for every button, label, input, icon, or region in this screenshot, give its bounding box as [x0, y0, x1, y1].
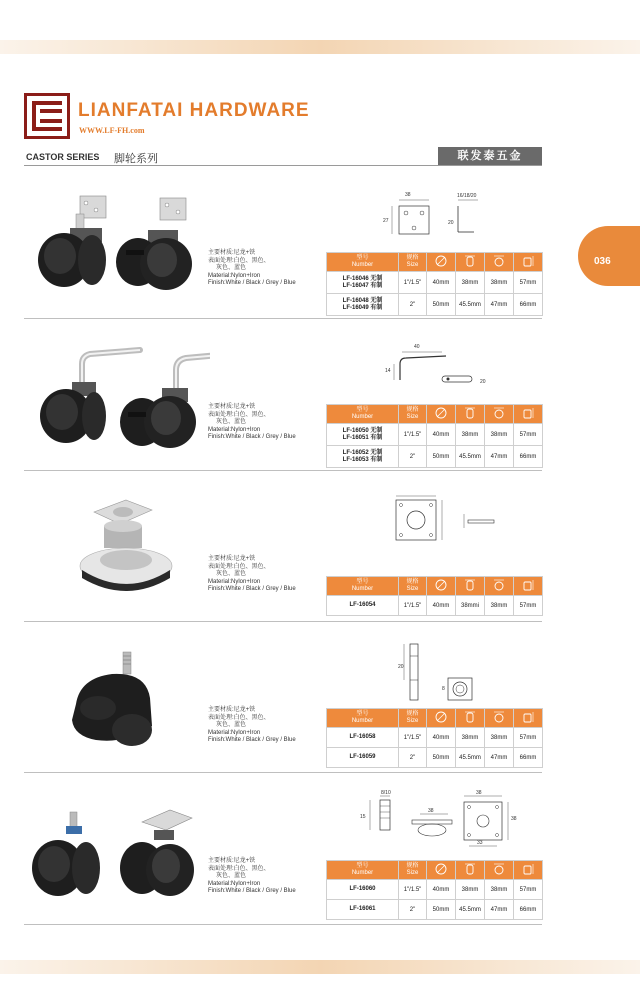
dim-label: 8/10 [381, 790, 391, 796]
table-header-row [327, 405, 543, 424]
wheel-width-icon [456, 577, 485, 596]
table-row: LF-16060 1"/1.5" 40mm 38mm 38mm 57mm [327, 880, 543, 900]
size-cell: 1"/1.5" [399, 596, 427, 616]
header-size: 规格 Size [399, 709, 427, 728]
material-description: 主要材质:尼龙+铁 表面处理:白色、黑色、 灰色、蓝色 Material:Nylon+Iron Finish:White / Black / Grey / Blue [208, 707, 296, 743]
dim-label: 33 [477, 840, 483, 846]
wheel-diameter-icon [427, 577, 456, 596]
section-divider [24, 621, 542, 622]
size-cell: 1"/1.5" [399, 424, 427, 446]
technical-drawing-3 [386, 494, 500, 548]
table-row: LF-16050 无制 LF-16051 有制 1"/1.5" 40mm 38mm 38mm 57mm [327, 424, 543, 446]
material-description: 主要材质:尼龙+铁 表面处理:白色、黑色、 灰色、蓝色 Material:Nylon+Iron Finish:White / Black / Grey / Blue [208, 250, 296, 286]
header-model: 型号 Number [327, 709, 399, 728]
model-cell: LF-16059 [327, 748, 399, 768]
product-image-glide-castor [76, 498, 186, 598]
header-size: 规格 Size [399, 577, 427, 596]
size-cell: 1"/1.5" [399, 880, 427, 900]
size-cell: 2" [399, 294, 427, 316]
header-size: 规格 Size [399, 861, 427, 880]
dim-label: 38 [511, 816, 517, 822]
section-divider [24, 924, 542, 925]
company-logo [24, 93, 70, 139]
spec-table [326, 404, 543, 468]
material-description: 主要材质:尼龙+铁 表面处理:白色、黑色、 灰色、蓝色 Material:Nylon+Iron Finish:White / Black / Grey / Blue [208, 556, 296, 592]
dim-label: 20 [480, 379, 486, 385]
height-icon [514, 253, 543, 272]
product-image-hooded-castor [66, 648, 176, 748]
table-row: LF-16046 无制 LF-16047 有制 1"/1.5" 40mm 38mm 38mm 57mm [327, 272, 543, 294]
dim-label: 16/18/20 [457, 193, 477, 199]
wheel-diameter-icon [427, 709, 456, 728]
header-model: 型号 Number [327, 577, 399, 596]
model-cell: LF-16046 无制 LF-16047 有制 [327, 272, 399, 294]
table-row: LF-16058 1"/1.5" 40mm 38mm 38mm 57mm [327, 728, 543, 748]
size-cell: 1"/1.5" [399, 728, 427, 748]
model-cell: LF-16058 [327, 728, 399, 748]
dim-label: 20 [398, 664, 404, 670]
size-cell: 2" [399, 748, 427, 768]
spec-table [326, 860, 543, 920]
height-icon [514, 577, 543, 596]
section-divider [24, 772, 542, 773]
table-header-row [327, 861, 543, 880]
spec-table [326, 576, 543, 616]
wheel-width-icon [456, 709, 485, 728]
product-image-plate-swivel-castors [30, 190, 205, 305]
wheel-width-icon [456, 405, 485, 424]
table-row: LF-16052 无制 LF-16053 有制 2" 50mm 45.5mm 47mm 66mm [327, 446, 543, 468]
product-image-stem-and-plate-castors [30, 808, 200, 908]
dim-label: 15 [360, 814, 366, 820]
section-divider [24, 470, 542, 471]
model-cell: LF-16052 无制 LF-16053 有制 [327, 446, 399, 468]
product-image-bracket-castors [30, 342, 210, 457]
spec-table [326, 708, 543, 768]
height-icon [514, 861, 543, 880]
plate-width-icon [485, 709, 514, 728]
material-description: 主要材质:尼龙+铁 表面处理:白色、黑色、 灰色、蓝色 Material:Nylon+Iron Finish:White / Black / Grey / Blue [208, 858, 296, 894]
table-row: LF-16048 无制 LF-16049 有制 2" 50mm 45.5mm 47mm 66mm [327, 294, 543, 316]
header-size: 规格 Size [399, 253, 427, 272]
technical-drawing-5 [356, 790, 526, 854]
header-size: 规格 Size [399, 405, 427, 424]
table-row: LF-16054 1"/1.5" 40mm 38mmi 38mm 57mm [327, 596, 543, 616]
dim-label: 20 [448, 220, 454, 226]
model-cell: LF-16060 [327, 880, 399, 900]
model-cell: LF-16050 无制 LF-16051 有制 [327, 424, 399, 446]
header-model: 型号 Number [327, 253, 399, 272]
size-cell: 2" [399, 446, 427, 468]
technical-drawing-1 [382, 192, 502, 250]
brand-name: LIANFATAI HARDWARE [78, 100, 310, 121]
page-number: 036 [594, 256, 611, 267]
plate-width-icon [485, 405, 514, 424]
dim-label: 38 [405, 192, 411, 198]
section-divider [24, 318, 542, 319]
company-name-badge: 联发泰五金 [438, 147, 542, 165]
plate-width-icon [485, 861, 514, 880]
wheel-diameter-icon [427, 253, 456, 272]
plate-width-icon [485, 253, 514, 272]
table-row: LF-16061 2" 50mm 45.5mm 47mm 66mm [327, 900, 543, 920]
technical-drawing-4 [396, 640, 476, 706]
dim-label: 38 [428, 808, 434, 814]
wheel-diameter-icon [427, 405, 456, 424]
table-header-row [327, 709, 543, 728]
height-icon [514, 405, 543, 424]
header-divider [24, 165, 542, 166]
dim-label: 8 [442, 686, 445, 692]
website-url[interactable]: WWW.LF-FH.com [79, 126, 145, 135]
material-description: 主要材质:尼龙+铁 表面处理:白色、黑色、 灰色、蓝色 Material:Nylon+Iron Finish:White / Black / Grey / Blue [208, 404, 296, 440]
table-header-row [327, 577, 543, 596]
size-cell: 1"/1.5" [399, 272, 427, 294]
dim-label: 14 [385, 368, 391, 374]
model-cell: LF-16061 [327, 900, 399, 920]
spec-table [326, 252, 543, 316]
height-icon [514, 709, 543, 728]
table-row: LF-16059 2" 50mm 45.5mm 47mm 66mm [327, 748, 543, 768]
size-cell: 2" [399, 900, 427, 920]
series-title-cn: 脚轮系列 [114, 153, 158, 165]
bottom-decorative-band [0, 960, 640, 974]
plate-width-icon [485, 577, 514, 596]
dim-label: 40 [414, 344, 420, 350]
wheel-width-icon [456, 861, 485, 880]
model-cell: LF-16048 无制 LF-16049 有制 [327, 294, 399, 316]
top-decorative-band [0, 40, 640, 54]
wheel-diameter-icon [427, 861, 456, 880]
series-title-en: CASTOR SERIES [26, 152, 100, 162]
table-header-row [327, 253, 543, 272]
dim-label: 27 [383, 218, 389, 224]
header-model: 型号 Number [327, 405, 399, 424]
header-model: 型号 Number [327, 861, 399, 880]
wheel-width-icon [456, 253, 485, 272]
dim-label: 38 [476, 790, 482, 796]
model-cell: LF-16054 [327, 596, 399, 616]
